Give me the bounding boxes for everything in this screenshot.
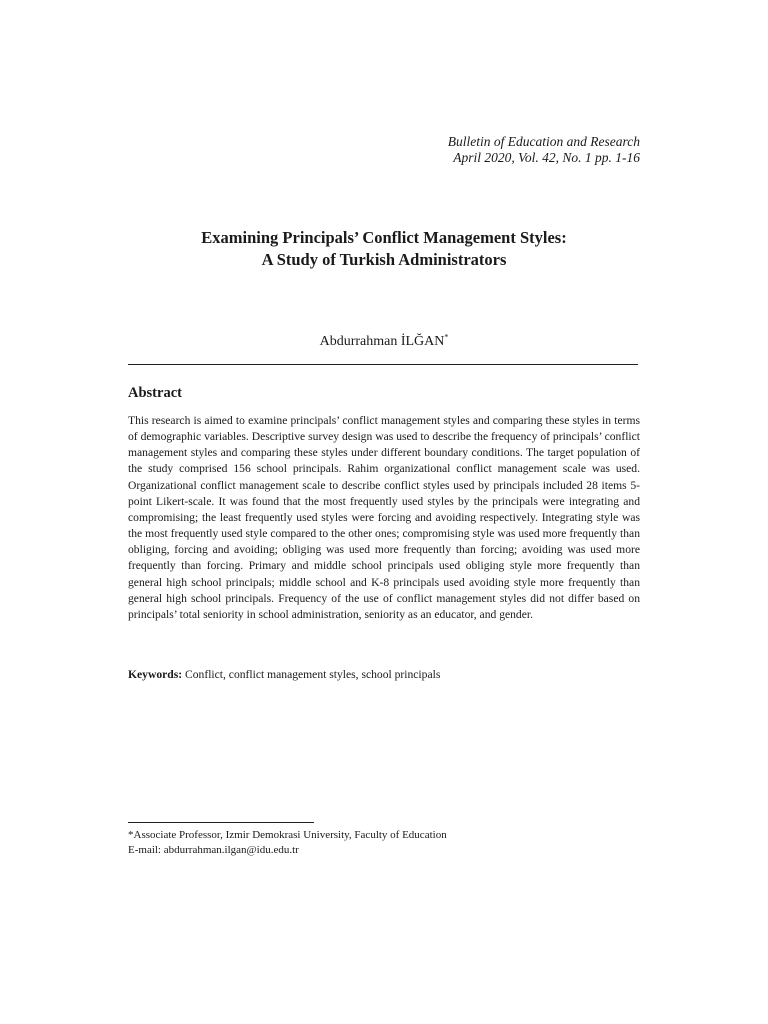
- footnote-affiliation: *Associate Professor, Izmir Demokrasi University, Faculty of Education: [128, 829, 447, 841]
- footnote-divider: [128, 822, 314, 823]
- keywords-line: [128, 667, 640, 683]
- paper-title-line-2: A Study of Turkish Administrators: [261, 250, 507, 269]
- footnote: [128, 828, 640, 858]
- keywords-label: Keywords:: [128, 668, 183, 681]
- keywords-text: Conflict, conflict management styles, school principals: [182, 668, 441, 681]
- abstract-heading: Abstract: [128, 385, 182, 401]
- paper-title-line-1: Examining Principals’ Conflict Management Styles:: [201, 228, 567, 247]
- author-name: Abdurrahman İLĞAN: [319, 334, 445, 349]
- journal-header: [448, 134, 640, 166]
- footnote-email: E-mail: abdurrahman.ilgan@idu.edu.tr: [128, 844, 299, 856]
- paper-title: [128, 227, 640, 271]
- abstract-text: This research is aimed to examine principals’ conflict management styles and comparing these styles in terms of demographic variables. Descriptive survey design was used to describe the frequency of principals’ conflict management styles and comparing these styles under different boundary conditions. The target population of the study comprised 156 school principals. Rahim organizational conflict management scale was used. Organizational conflict management scale to describe conflict styles used by principals included 28 items 5-point Likert-scale. It was found that the most frequently used styles by the principals were integrating and compromising; the least frequently used styles were forcing and avoiding respectively. Integrating style was the most frequently used style compared to the other ones; compromising style was used more frequently than obliging, forcing and avoiding; obliging was used more frequently than forcing; avoiding was used more frequently than forcing. Primary and middle school principals used obliging style more frequently than general high school principals; middle school and K-8 principals used avoiding style more frequently than general high school principals. Frequency of the use of conflict management styles did not differ based on principals’ total seniority in school administration, seniority as an educator, and gender.: [128, 414, 640, 621]
- journal-issue: April 2020, Vol. 42, No. 1 pp. 1-16: [453, 150, 640, 165]
- author-footnote-marker: *: [444, 332, 449, 342]
- journal-name: Bulletin of Education and Research: [447, 134, 640, 149]
- author-divider: [128, 364, 638, 365]
- author-line: [128, 333, 640, 351]
